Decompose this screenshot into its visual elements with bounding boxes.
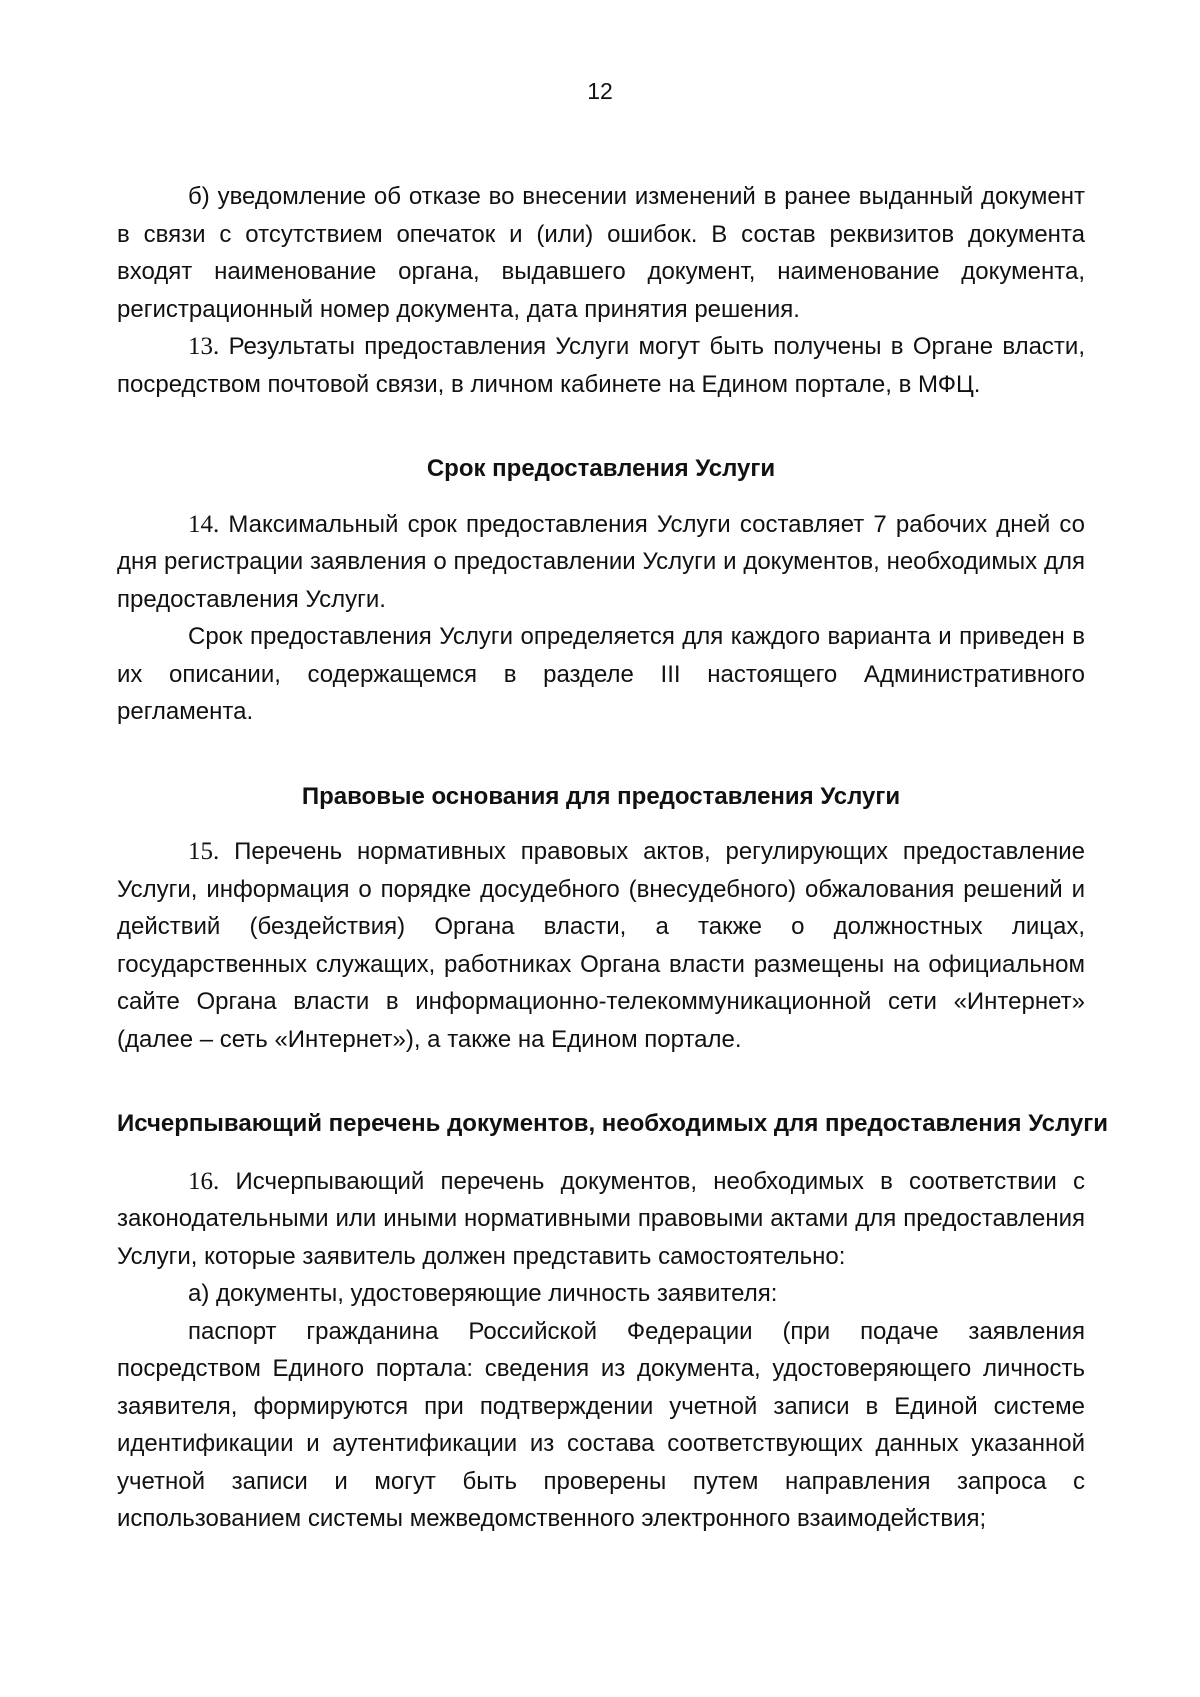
- section-heading-documents-list: Исчерпывающий перечень документов, необходимых для предоставления Услуги: [117, 1110, 1108, 1137]
- spacer: [117, 488, 1085, 506]
- paragraph-number: 15.: [188, 838, 220, 865]
- spacer: [117, 1143, 1085, 1163]
- paragraph-passport: паспорт гражданина Российской Федерации (при подаче заявления посредством Единого портала: сведения из документа, удостоверяющего личность заявителя, формируются при подтверждении учетной записи в Единой системе идентификации и аутентификации из состава соответствующих данных указанной учетной записи и могут быть проверены путем направления запроса с использованием системы межведомственного электронного взаимодействия;: [117, 1317, 1085, 1532]
- paragraph-16: [117, 1163, 1085, 1276]
- spacer: [117, 731, 1085, 778]
- paragraph-14: [117, 506, 1085, 619]
- paragraph-term-variants: Срок предоставления Услуги определяется для каждого варианта и приведен в их описании, содержащемся в разделе III настоящего Административного регламента.: [117, 623, 1085, 725]
- paragraph-number: 13.: [188, 333, 220, 360]
- paragraph-notice-refusal: б) уведомление об отказе во внесении изменений в ранее выданный документ в связи с отсутствием опечаток и (или) ошибок. В состав реквизитов документа входят наименование органа, выдавшего документ, наименование документа, регистрационный номер документа, дата принятия решения.: [117, 183, 1085, 323]
- paragraph-text: Максимальный срок предоставления Услуги составляет 7 рабочих дней со дня регистрации заявления о предоставлении Услуги и документов, необходимых для предоставления Услуги.: [117, 510, 1086, 613]
- paragraph-number: 14.: [188, 510, 220, 538]
- paragraph-text: Результаты предоставления Услуги могут быть получены в Органе власти, посредством почтовой связи, в личном кабинете на Едином портале, в МФЦ.: [117, 333, 1085, 398]
- paragraph-text: Исчерпывающий перечень документов, необходимых в соответствии с законодательными или иными нормативными правовыми актами для предоставления Услуги, которые заявитель должен представить самостоятельно:: [117, 1167, 1086, 1270]
- spacer: [117, 1058, 1085, 1105]
- paragraph-13: [117, 328, 1085, 403]
- document-body: [117, 178, 1108, 1538]
- paragraph-identity-documents: а) документы, удостоверяющие личность заявителя:: [188, 1280, 778, 1307]
- spacer: [117, 815, 1085, 833]
- paragraph-number: 16.: [188, 1167, 220, 1195]
- section-heading-legal-basis: Правовые основания для предоставления Услуги: [301, 782, 901, 810]
- page-number: 12: [587, 78, 613, 104]
- spacer: [117, 403, 1085, 450]
- paragraph-15: [117, 833, 1085, 1058]
- paragraph-text: Перечень нормативных правовых актов, регулирующих предоставление Услуги, информация о порядке досудебного (внесудебного) обжалования решений и действий (бездействия) Органа власти, а также о должностных лицах, государственных служащих, работниках Органа власти размещены на официальном сайте Органа власти в информационно-телекоммуникационной сети «Интернет» (далее – сеть «Интернет»), а также на Едином портале.: [117, 838, 1086, 1053]
- section-heading-term: Срок предоставления Услуги: [426, 455, 776, 482]
